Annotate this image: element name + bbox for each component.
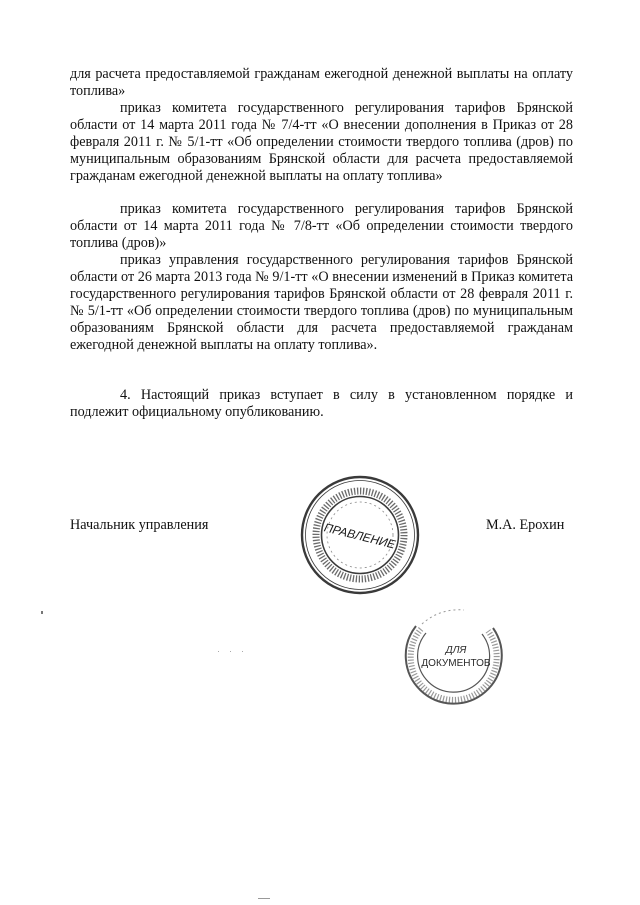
secondary-stamp-line1: ДЛЯ — [445, 645, 467, 656]
paragraph-continuation: для расчета предоставляемой гражданам ежегодной денежной выплаты на оплату топлива» — [70, 66, 573, 99]
paragraph-order-7-8: приказ комитета государственного регулирования тарифов Брянской области от 14 марта 2011 года № 7/8-тт «Об определении стоимости твердого топлива (дров)» — [70, 201, 573, 251]
secondary-round-stamp — [392, 596, 512, 714]
paragraph-order-7-4: приказ комитета государственного регулирования тарифов Брянской области от 14 марта 2011 года № 7/4-тт «О внесении дополнения в Приказ от 28 февраля 2011 г. № 5/1-тт «Об определении стоимости твердого топлива (дров) по муниципальным образованиям Брянской области для расчета предоставляемой гражданам ежегодной денежной выплаты на оплату топлива» — [70, 100, 573, 184]
main-stamp-center-text: ПРАВЛЕНИЕ — [322, 520, 397, 552]
paragraph-order-9-1: приказ управления государственного регулирования тарифов Брянской области от 26 марта 2013 года № 9/1-тт «О внесении изменений в Приказ комитета государственного регулирования тарифов Брянской области от 28 февраля 2011 г. № 5/1-тт «Об определении стоимости твердого топлива (дров) по муниципальным образованиям Брянской области для расчета предоставляемой гражданам ежегодной денежной выплаты на оплату топлива». — [70, 252, 573, 353]
official-round-stamp — [298, 473, 422, 597]
paragraph-effective-clause: 4. Настоящий приказ вступает в силу в установленном порядке и подлежит официальному опубликованию. — [70, 387, 573, 420]
signatory-position: Начальник управления — [70, 517, 209, 533]
secondary-stamp-line2: ДОКУМЕНТОВ — [421, 658, 491, 669]
scan-artifact — [41, 611, 43, 614]
signatory-name: М.А. Ерохин — [486, 517, 565, 533]
scan-artifact — [242, 651, 243, 652]
scan-artifact — [218, 651, 219, 652]
scan-artifact — [230, 651, 231, 652]
scan-artifact — [258, 898, 270, 899]
